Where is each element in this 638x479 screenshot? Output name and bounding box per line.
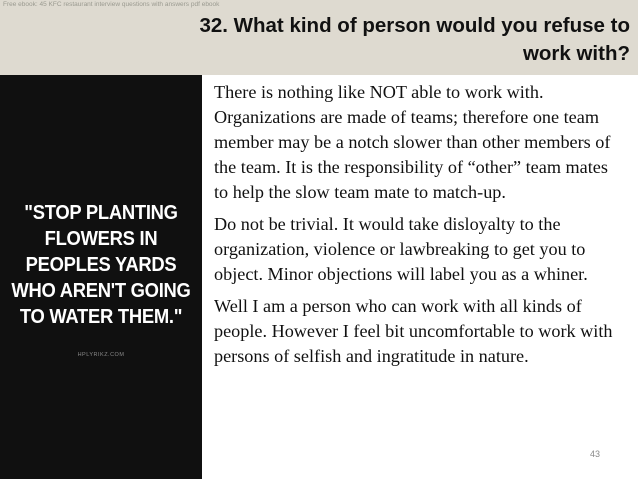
answer-paragraph-2: Do not be trivial. It would take disloyalty to the organization, violence or lawbreaking to get you to object. Minor objections will label you as a whiner.	[214, 214, 588, 284]
page-number: 43	[589, 449, 600, 459]
answer-body	[214, 80, 624, 376]
quote-credit: HPLYRIKZ.COM	[77, 352, 125, 358]
quote-text: "STOP PLANTING FLOWERS IN PEOPLES YARDS WHO AREN'T GOING TO WATER THEM."	[11, 202, 191, 328]
header-band	[0, 0, 638, 75]
quote-image	[0, 75, 202, 479]
answer-paragraph-3: Well I am a person who can work with all kinds of people. However I feel bit uncomfortable to work with persons of selfish and ingratitude in nature.	[214, 296, 613, 366]
answer-paragraph-1: There is nothing like NOT able to work with. Organizations are made of teams; therefore one team member may be a notch slower than other members of the team. It is the responsibility of “other” team mates to help the slow team mate to match-up.	[214, 82, 611, 202]
ebook-note: Free ebook: 45 KFC restaurant interview questions with answers pdf ebook	[3, 1, 220, 8]
slide-title: 32. What kind of person would you refuse to work with?	[199, 14, 630, 65]
